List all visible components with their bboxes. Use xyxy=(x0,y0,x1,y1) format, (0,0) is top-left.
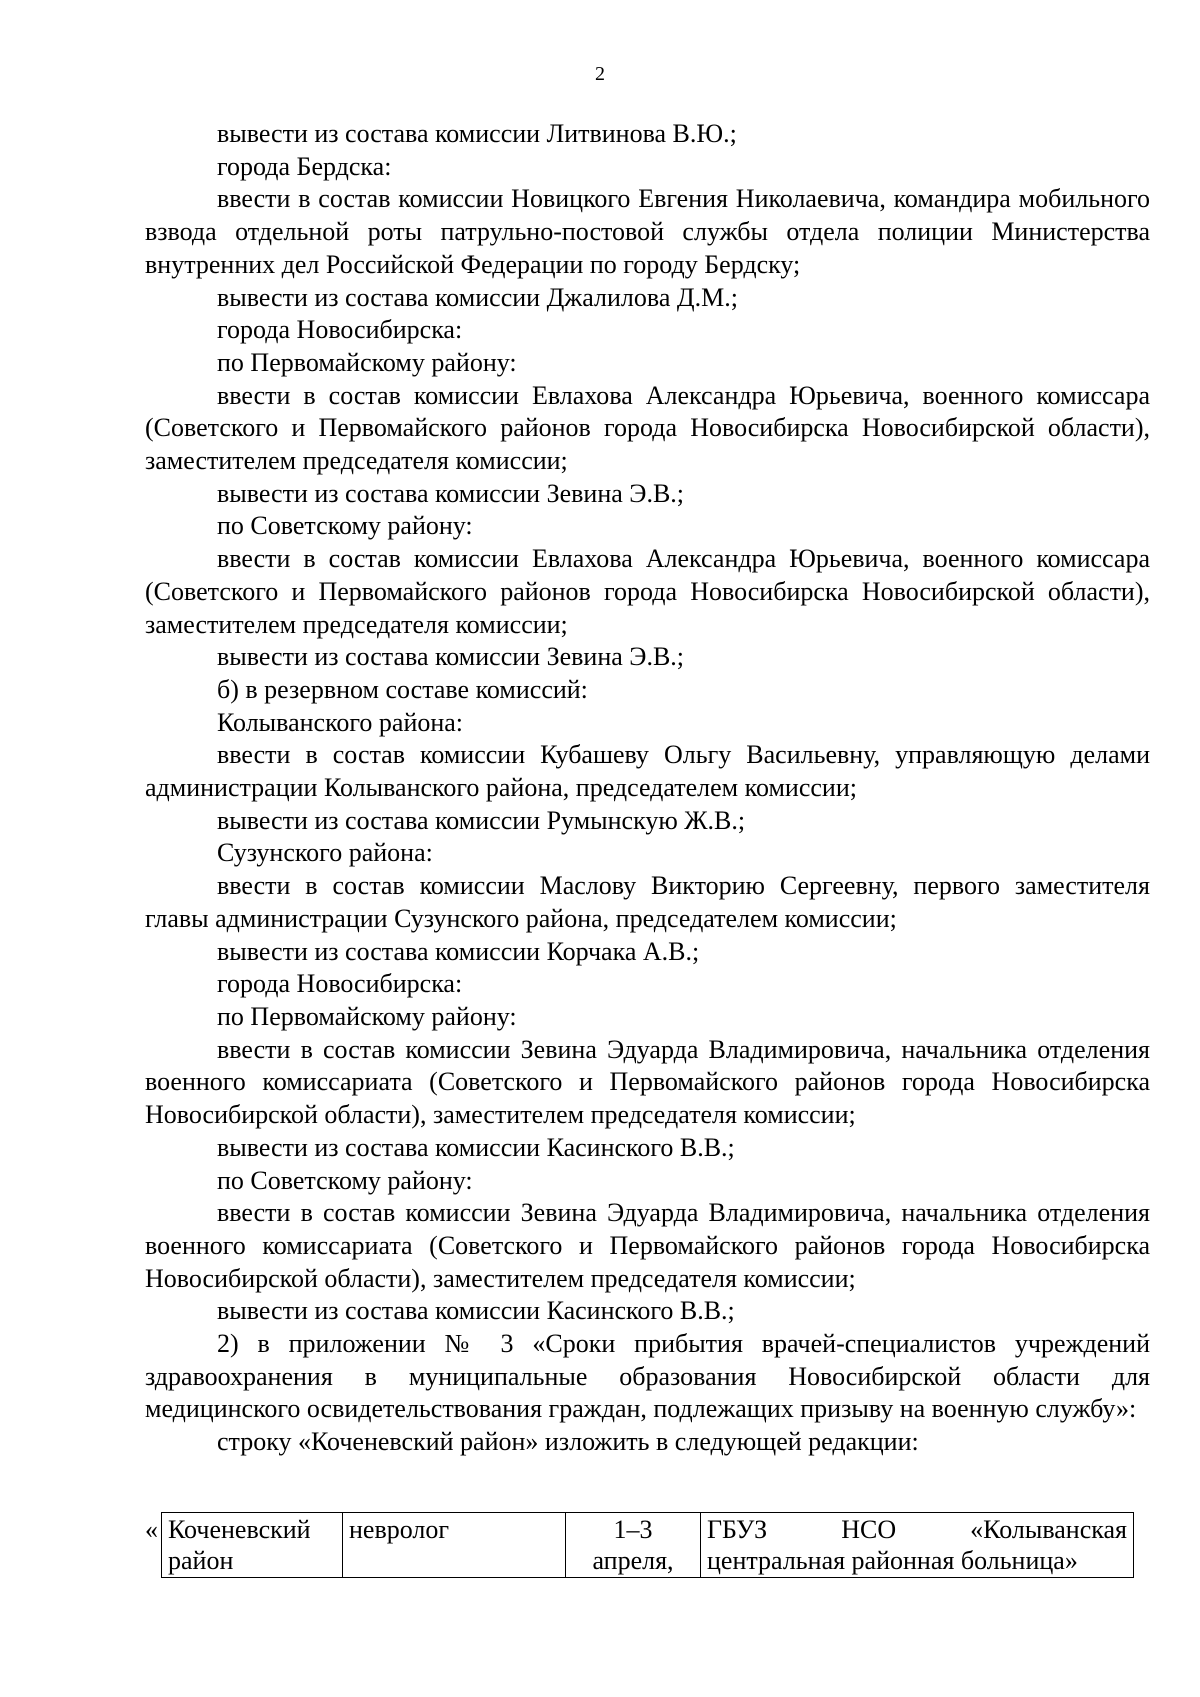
dates-cell xyxy=(566,1513,701,1578)
paragraph: Колыванского района: xyxy=(217,707,464,737)
table-open-quote: « xyxy=(145,1515,158,1544)
paragraph: строку «Коченевский район» изложить в следующей редакции: xyxy=(217,1427,919,1457)
paragraph: вывести из состава комиссии Корчака А.В.; xyxy=(217,936,700,966)
institution-line: центральная районная больница» xyxy=(707,1546,1078,1575)
dates-line: апреля, xyxy=(592,1546,674,1575)
schedule-table xyxy=(161,1512,1134,1578)
paragraph: города Новосибирска: xyxy=(217,969,463,999)
paragraph: ввести в состав комиссии Кубашеву Ольгу Васильевну, управляющую делами администрации Колыванского района, председателем комиссии; xyxy=(145,740,1150,803)
schedule-table-fragment xyxy=(145,1512,1150,1578)
district-line: Коченевский xyxy=(168,1515,311,1544)
institution-cell xyxy=(701,1513,1134,1578)
district-cell xyxy=(162,1513,343,1578)
document-body xyxy=(145,118,1150,1459)
paragraph: б) в резервном составе комиссий: xyxy=(217,674,588,704)
paragraph: вывести из состава комиссии Джалилова Д.М.; xyxy=(217,282,738,312)
paragraph: по Первомайскому району: xyxy=(217,347,517,377)
page-number: 2 xyxy=(595,63,605,85)
district-line: район xyxy=(168,1546,234,1575)
paragraph: Сузунского района: xyxy=(217,838,433,868)
paragraph: вывести из состава комиссии Зевина Э.В.; xyxy=(217,642,685,672)
paragraph: ввести в состав комиссии Евлахова Александра Юрьевича, военного комиссара (Советского и Первомайского районов города Новосибирска Новосибирской области), заместителем председателя комиссии; xyxy=(145,544,1150,639)
paragraph: ввести в состав комиссии Новицкого Евгения Николаевича, командира мобильного взвода отдельной роты патрульно-постовой службы отдела полиции Министерства внутренних дел Российской Федерации по городу Бердску; xyxy=(145,184,1150,279)
paragraph: вывести из состава комиссии Касинского В.В.; xyxy=(217,1132,735,1162)
paragraph: города Новосибирска: xyxy=(217,315,463,345)
paragraph: ввести в состав комиссии Евлахова Александра Юрьевича, военного комиссара (Советского и Первомайского районов города Новосибирска Новосибирской области), заместителем председателя комиссии; xyxy=(145,380,1150,476)
specialist-cell: невролог xyxy=(343,1513,566,1578)
paragraph: вывести из состава комиссии Зевина Э.В.; xyxy=(217,478,685,508)
paragraph: вывести из состава комиссии Касинского В.В.; xyxy=(217,1296,735,1326)
paragraph: 2) в приложении № 3 «Сроки прибытия врачей-специалистов учреждений здравоохранения в муниципальные образования Новосибирской области для медицинского освидетельствования граждан, подлежащих призыву на военную службу»: xyxy=(145,1329,1150,1424)
paragraph: по Советскому району: xyxy=(217,511,473,541)
table-row xyxy=(162,1513,1134,1578)
paragraph: по Советскому району: xyxy=(217,1165,473,1195)
paragraph: ввести в состав комиссии Зевина Эдуарда Владимировича, начальника отделения военного комиссариата (Советского и Первомайского районов города Новосибирска Новосибирской области), заместителем председателя комиссии; xyxy=(145,1034,1150,1130)
paragraph: ввести в состав комиссии Зевина Эдуарда Владимировича, начальника отделения военного комиссариата (Советского и Первомайского районов города Новосибирска Новосибирской области), заместителем председателя комиссии; xyxy=(145,1198,1150,1293)
paragraph: города Бердска: xyxy=(217,151,392,181)
paragraph: вывести из состава комиссии Литвинова В.Ю.; xyxy=(217,119,737,148)
dates-line: 1–3 xyxy=(613,1515,653,1544)
institution-line: ГБУЗ НСО «Колыванская xyxy=(707,1515,1127,1544)
paragraph: вывести из состава комиссии Румынскую Ж.В.; xyxy=(217,805,746,835)
paragraph: ввести в состав комиссии Маслову Викторию Сергеевну, первого заместителя главы администрации Сузунского района, председателем комиссии; xyxy=(145,871,1150,933)
paragraph: по Первомайскому району: xyxy=(217,1001,517,1031)
